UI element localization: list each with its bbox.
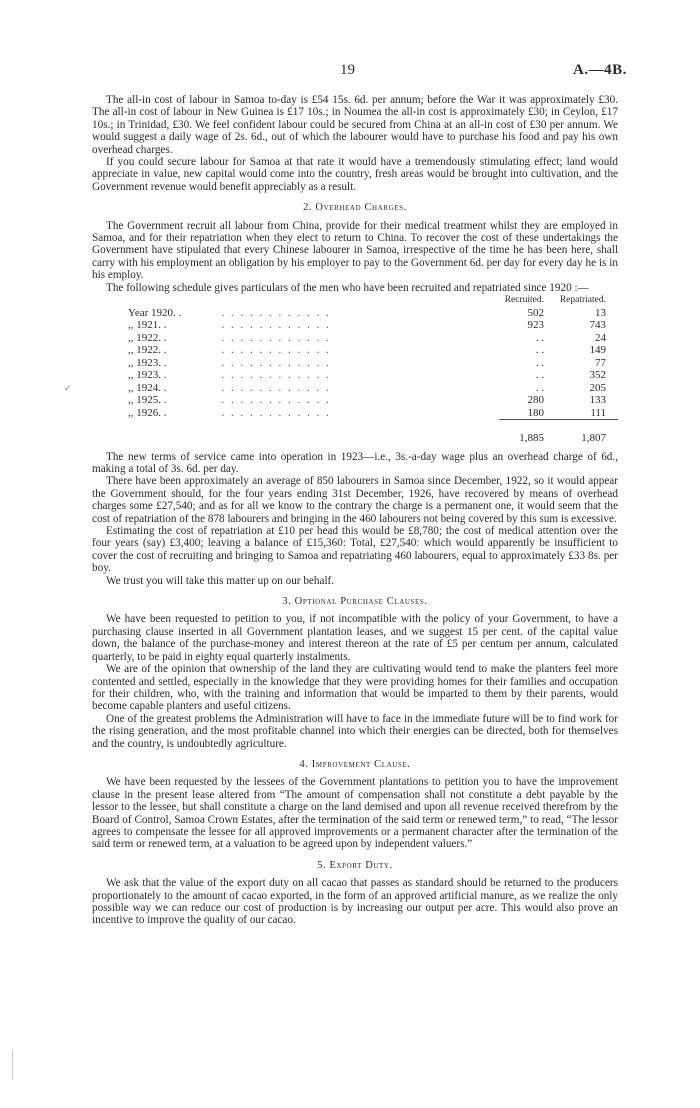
margin-mark: ✓ (64, 383, 72, 393)
section-3-paragraph-1: We have been requested to petition to you, if not incompatible with the policy of your Government, to have a purchasing clause inserted in all Government plantation leases, and we suggest 15 per cent. of the capital value down, the balance of the purchase-money and interest thereon at the rate of £5 per centum per annum, calculated quarterly, to be paid in eighty equal quarterly instalments. (92, 613, 618, 663)
table-row (92, 407, 618, 420)
table-row (92, 344, 618, 357)
leader-dots: . . . . . . . . . . . . (221, 394, 331, 407)
repatriated-cell: 352 (589, 369, 606, 382)
recruited-cell: . . (535, 369, 545, 382)
section-2-paragraph-6: We trust you will take this matter up on our behalf. (106, 574, 335, 587)
total-recruited: 1,885 (519, 432, 545, 445)
total-rule (544, 420, 618, 433)
table-row (92, 382, 618, 395)
section-4-heading: 4. Improvement Clause. (299, 758, 411, 770)
section-5-heading: 5. Export Duty. (317, 859, 393, 871)
section-3-heading: 3. Optional Purchase Clauses. (282, 596, 428, 608)
leader-dots: . . . . . . . . . . . . (221, 407, 331, 420)
row-label: ,, 1922. . (128, 344, 167, 357)
table-row (92, 332, 618, 345)
leader-dots: . . . . . . . . . . . . (221, 344, 331, 357)
row-label: ,, 1922. . (128, 331, 167, 344)
row-label: ,, 1926. . (128, 407, 167, 420)
leader-dots: . . . . . . . . . . . . (221, 356, 331, 369)
table-row (92, 307, 618, 320)
repatriated-cell: 13 (595, 306, 606, 319)
row-label: ,, 1923. . (128, 369, 167, 382)
section-2-paragraph-3: The new terms of service came into operation in 1923—i.e., 3s.-a-day wage plus an overhead charge of 6d., making a total of 3s. 6d. per day. (92, 450, 618, 475)
recruited-cell: . . (535, 381, 545, 394)
row-label: Year 1920. . (128, 306, 182, 319)
repatriated-cell: 133 (589, 394, 606, 407)
scan-edge-mark (12, 1050, 13, 1080)
table-row (92, 394, 618, 407)
repatriated-cell: 111 (590, 406, 606, 419)
leader-dots: . . . . . . . . . . . . (221, 369, 331, 382)
row-label: ,, 1921. . (128, 319, 167, 332)
section-2-paragraph-1: The Government recruit all labour from China, provide for their medical treatment whilst they are employed in Samoa, and for their repatriation when they elect to return to China. To recover the cost of these undertakings the Government have stipulated that every Chinese labourer in Samoa, irrespective of the time he has been here, shall carry with his employment an obligation by his employer to pay to the Government 6d. per day for every day he is in his employ. (92, 219, 618, 282)
section-2-paragraph-5: Estimating the cost of repatriation at £10 per head this would be £8,780; the cost of medical attention over the four years (say) £3,400; leaving a balance of £15,360: Total, £27,540: which would apparently be insufficient to cover the cost of recruiting and bringing to Samoa and repatriating 460 labourers, equal to approximately £33 8s. per boy. (92, 525, 618, 575)
total-rule-row (92, 420, 618, 433)
section-3-paragraph-2: We are of the opinion that ownership of the land they are cultivating would tend to make the planters feel more contented and settled, especially in the knowledge that they were providing homes for their families and occupation for their children, who, with the training and information that would be imparted to them by their parents, would become capable planters and useful citizens. (92, 663, 618, 713)
section-5-paragraph-1: We ask that the value of the export duty on all cacao that passes as standard should be returned to the producers proportionately to the amount of cacao exported, in the form of an approved artificial manure, as we realize the only possible way we can reduce our cost of production is by increasing our output per acre. This would also prove an incentive to improve the quality of our cacao. (92, 877, 618, 927)
totals-row (92, 432, 618, 445)
repatriated-cell: 149 (589, 344, 606, 357)
col-repatriated-header: Repatriated. (559, 295, 606, 306)
row-label: ,, 1923. . (128, 356, 167, 369)
total-repatriated: 1,807 (581, 432, 606, 445)
recruited-cell: . . (535, 344, 545, 357)
section-3-paragraph-3: One of the greatest problems the Administration will have to face in the immediate future will be to find work for the rising generation, and the most profitable channel into which their energies can be directed, both for themselves and the country, is undoubtedly agriculture. (92, 712, 618, 750)
section-2-paragraph-4: There have been approximately an average of 850 labourers in Samoa since December, 1922, so it would appear the Government should, for the four years ending 31st December, 1926, have recovered by means of overhead charges some £27,540; and as for all we know to the contrary the charge is a permanent one, it would seem that the cost of repatriation of the 878 labourers and bringing in the 460 labourers not being covered by this sum is excessive. (92, 475, 618, 525)
schedule-header-row (92, 294, 618, 307)
recruited-cell: 280 (527, 394, 545, 407)
section-2-heading: 2. Overhead Charges. (303, 202, 407, 214)
repatriated-cell: 743 (589, 319, 606, 332)
recruited-cell: 180 (527, 406, 545, 419)
repatriated-cell: 205 (589, 381, 606, 394)
leader-dots: . . . . . . . . . . . . (221, 319, 331, 332)
intro-paragraph-1: The all-in cost of labour in Samoa to-day is £54 15s. 6d. per annum; before the War it was approximately £30. The all-in cost of labour in New Guinea is £17 10s.; in Noumea the all-in cost is approximately £30; in Ceylon, £17 10s.; in Trinidad, £30. We feel confident labour could be secured from China at an all-in cost of £30 per annum. We would suggest a daily wage of 2s. 6d., out of which the labourer would have to purchase his food and pay his own overhead charges. (92, 94, 618, 156)
schedule-table (92, 294, 618, 445)
recruited-cell: 923 (527, 319, 545, 332)
table-row (92, 369, 618, 382)
intro-paragraph-2: If you could secure labour for Samoa at that rate it would have a tremendously stimulating effect; land would appreciate in value, new capital would come into the country, fresh areas would be brought into cultivation, and the Government revenue would benefit appreciably as a result. (92, 156, 618, 193)
row-label: ,, 1924. . (128, 381, 167, 394)
repatriated-cell: 77 (595, 356, 606, 369)
body-text (92, 94, 618, 927)
page-number: 19 (340, 62, 355, 78)
table-row (92, 357, 618, 370)
recruited-cell: . . (535, 356, 545, 369)
table-row (92, 319, 618, 332)
total-rule (499, 420, 544, 433)
document-reference: A.—4B. (573, 62, 627, 78)
section-4-paragraph-1: We have been requested by the lessees of the Government plantations to petition you to have the improvement clause in the present lease altered from “The amount of compensation shall not constitute a debt payable by the lessor to the lessee, but shall constitute a charge on the land demised and upon all revenue received therefrom by the Board of Control, Samoa Crown Estates, after the termination of the said term or renewed term,” to read, “The lessor agrees to compensate the lessee for all approved improvements or a permanent character after the termination of the said term or renewed term, at a valuation to be agreed upon by independent valuers.” (92, 776, 618, 851)
recruited-cell: 502 (527, 306, 545, 319)
recruited-cell: . . (535, 331, 545, 344)
row-label: ,, 1925. . (128, 394, 167, 407)
leader-dots: . . . . . . . . . . . . (221, 331, 331, 344)
leader-dots: . . . . . . . . . . . . (221, 381, 331, 394)
col-recruited-header: Recruited. (504, 295, 545, 306)
leader-dots: . . . . . . . . . . . . (221, 306, 331, 319)
section-2-paragraph-2: The following schedule gives particulars of the men who have been recruited and repatriated since 1920 :— (106, 281, 589, 294)
repatriated-cell: 24 (595, 331, 606, 344)
